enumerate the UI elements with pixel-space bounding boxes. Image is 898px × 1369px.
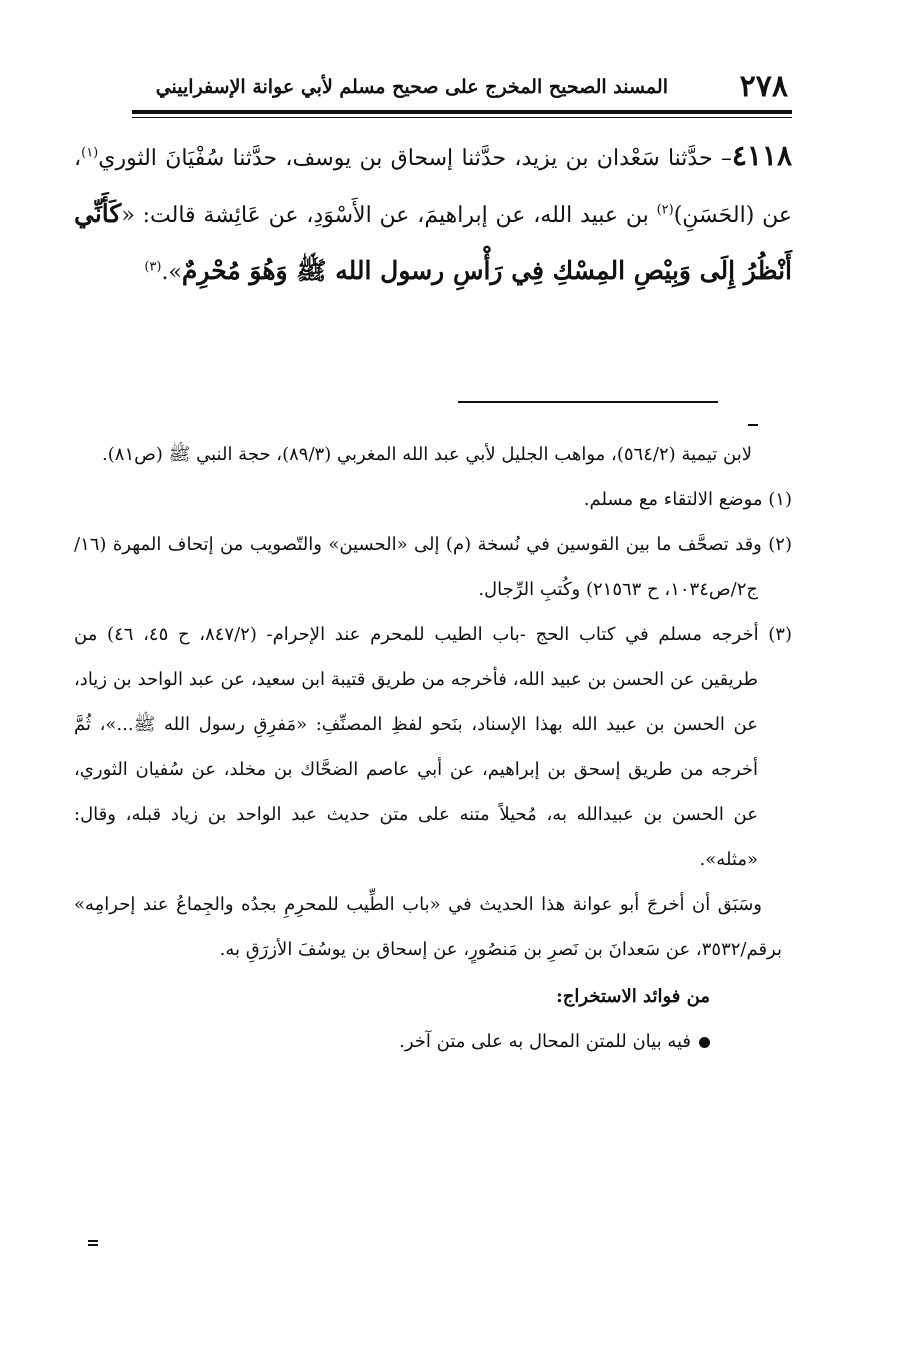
running-title: المسند الصحيح المخرج على صحيح مسلم لأبي عوانة الإسفراييني bbox=[155, 76, 668, 98]
header-rule-thin bbox=[132, 117, 792, 118]
hadith-dash: – bbox=[720, 146, 732, 171]
footnote-3: (٣) أخرجه مسلم في كتاب الحج -باب الطيب للمحرم عند الإحرام- (٨٤٧/٢، ح ٤٥، ٤٦) من طريقين عن الحسن بن عبيد الله، فأخرجه من طريق قتيبة ابن سعيد، عن عبد الواحد بن زياد، عن الحسن بن عبيد الله بهذا الإسناد، بنَحو لفظِ المصنِّفِ: «مَفرِقِ رسول الله ﷺ...»، ثُمَّ أخرجه من طريق إسحق بن إبراهيم، عن أبي عاصم الضحَّاك بن مخلد، عن سُفيان الثوري، عن الحسن بن عبيدالله به، مُحيلاً متنه على متن حديث عبد الواحد بن زياد قبله، وقال: «مثله». bbox=[74, 624, 792, 870]
matn-closing: ». bbox=[161, 260, 182, 285]
page-header bbox=[136, 70, 788, 108]
hadith-number: ٤١١٨ bbox=[731, 139, 792, 172]
hadith-matn: كَأَنِّي أَنْظُرُ إِلَى وَبِيْصِ المِسْكِ فِي رَأْسِ رسول الله ﷺ وَهُوَ مُحْرِمٌ bbox=[74, 199, 792, 285]
footnote-ref-3: (٣) bbox=[144, 259, 162, 275]
footnote-1: (١) موضع الالتقاء مع مسلم. bbox=[583, 489, 792, 510]
page-number: ٢٧٨ bbox=[739, 69, 788, 104]
footnote-3-tail: وسَبَق أن أخرجَ أبو عوانة هذا الحديث في «باب الطِّيب للمحرِمِ بجدُه والجِماعُ عند إحرامِه» برقم/٣٥٣٢، عن سَعدانَ بن نَصرِ بن مَنصُورٍ، عن إسحاق بن يوسُفَ الأزرَقِ به. bbox=[74, 894, 782, 960]
footnote-divider bbox=[458, 401, 718, 403]
footnotes-section bbox=[74, 432, 792, 1064]
benefit-item bbox=[74, 1019, 792, 1064]
isnad-part-3: بن عبيد الله، عن إبراهيمَ، عن الأَسْوَدِ، عن عَائِشة قالت: « bbox=[121, 203, 657, 228]
isnad-part-2: ، عن (الحَسَنِ) bbox=[74, 146, 792, 228]
footnote-ref-2: (٢) bbox=[656, 202, 674, 218]
header-rule-thick bbox=[132, 110, 792, 114]
page-end-mark bbox=[88, 1240, 98, 1246]
footnote-2: (٢) وقد تصحَّف ما بين القوسين في نُسخة (م) إلى «الحسين» والتّصويب من إتحاف المهرة (١٦/ج٢/ص١٠٣٤، ح ٢١٥٦٣) وكُتبِ الرِّجال. bbox=[74, 534, 792, 600]
bullet-icon bbox=[699, 1037, 710, 1048]
benefit-text: فيه بيان للمتن المحال به على متن آخر. bbox=[399, 1031, 691, 1052]
isnad-part-1: حدَّثنا سَعْدان بن يزيد، حدَّثنا إسحاق بن يوسف، حدَّثنا سُفْيَانَ الثوري bbox=[98, 146, 721, 171]
hadith-block bbox=[74, 128, 792, 300]
footnote-ref-1: (١) bbox=[81, 145, 99, 161]
benefits-heading: من فوائد الاستخراج: bbox=[556, 986, 710, 1007]
footnote-continuation: لابن تيمية (٥٦٤/٢)، مواهب الجليل لأبي عبد الله المغربي (٨٩/٣)، حجة النبي ﷺ (ص٨١). bbox=[102, 444, 752, 465]
continuation-mark bbox=[748, 424, 758, 426]
